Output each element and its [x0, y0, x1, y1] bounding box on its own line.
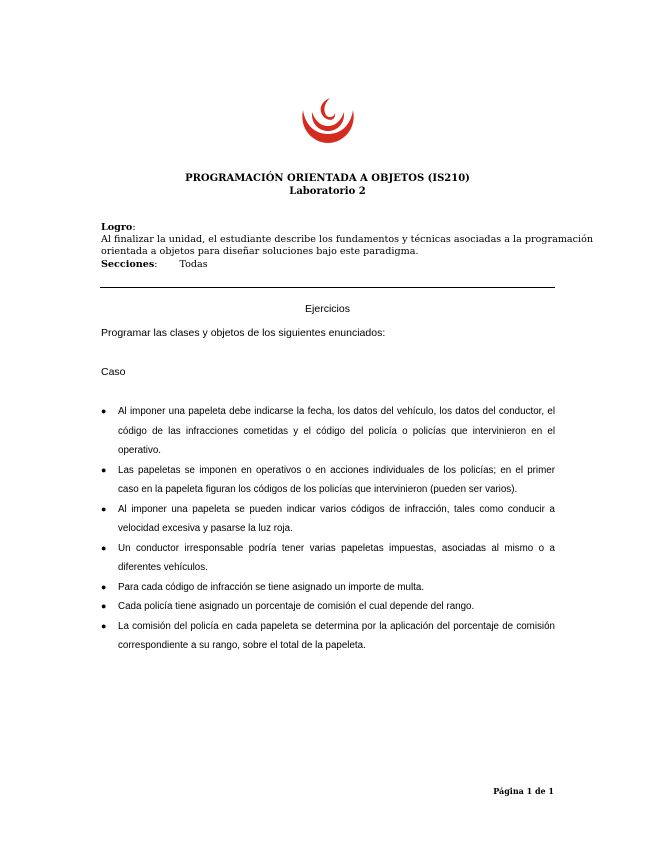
list-item-text: Un conductor irresponsable podría tener varias papeletas impuestas, asociadas al mismo o a diferentes vehículos.: [118, 542, 555, 573]
list-item-text: Al imponer una papeleta se pueden indicar varios códigos de infracción, tales como conducir a velocidad excesiva y pasarse la luz roja.: [118, 503, 555, 534]
logo-flame-shape: [321, 98, 335, 120]
list-item: [101, 617, 555, 656]
logro-colon: :: [132, 222, 136, 233]
list-item: [101, 539, 555, 578]
logo-flame-shape: [312, 112, 344, 131]
document-title: PROGRAMACIÓN ORIENTADA A OBJETOS (IS210): [185, 173, 470, 184]
list-item: [101, 597, 555, 617]
bullet-icon: ●: [101, 620, 107, 631]
list-item: [101, 402, 555, 461]
secciones-value: Todas: [179, 258, 208, 270]
list-item: [101, 461, 555, 500]
logro-label: Logro: [101, 222, 133, 233]
bullet-icon: ●: [101, 464, 107, 475]
bullet-icon: ●: [101, 503, 107, 514]
logro-text-line-2: orientada a objetos para diseñar soluciones bajo este paradigma.: [101, 246, 419, 258]
list-item-text: Cada policía tiene asignado un porcentaje de comisión el cual depende del rango.: [118, 601, 475, 612]
upc-logo: [300, 96, 356, 144]
page-number: Página 1 de 1: [493, 786, 554, 796]
bullet-icon: ●: [101, 601, 107, 611]
list-item: [101, 578, 555, 598]
list-item-text: La comisión del policía en cada papeleta se determina por la aplicación del porcentaje de comisión correspondiente a su rango, sobre el total de la papeleta.: [118, 620, 555, 651]
requirements-list: [101, 402, 555, 656]
list-item-text: Las papeletas se imponen en operativos o en acciones individuales de los policías; en el primer caso en la papeleta figuran los códigos de los policías que intervinieron (pueden ser varios).: [118, 464, 555, 495]
document-subtitle: Laboratorio 2: [289, 186, 366, 197]
logro-text-line-1: Al finalizar la unidad, el estudiante describe los fundamentos y técnicas asociadas a la programación: [101, 234, 594, 246]
bullet-icon: ●: [101, 581, 107, 592]
case-heading: Caso: [101, 366, 126, 378]
list-item-text: Al imponer una papeleta debe indicarse la fecha, los datos del vehículo, los datos del conductor, el código de las infracciones cometidas y el código del policía o policías que intervinieron en el operativo.: [118, 406, 555, 456]
intro-text: Programar las clases y objetos de los siguientes enunciados:: [101, 327, 386, 339]
secciones-row: [101, 259, 556, 271]
section-heading: Ejercicios: [305, 303, 350, 315]
bullet-icon: ●: [101, 406, 107, 416]
secciones-label: Secciones: [101, 258, 155, 270]
horizontal-divider: [100, 287, 555, 288]
secciones-colon: :: [154, 258, 158, 270]
list-item-text: Para cada código de infracción se tiene asignado un importe de multa.: [118, 581, 425, 593]
list-item: [101, 500, 555, 539]
logro-section: [101, 222, 594, 271]
bullet-icon: ●: [101, 542, 107, 553]
